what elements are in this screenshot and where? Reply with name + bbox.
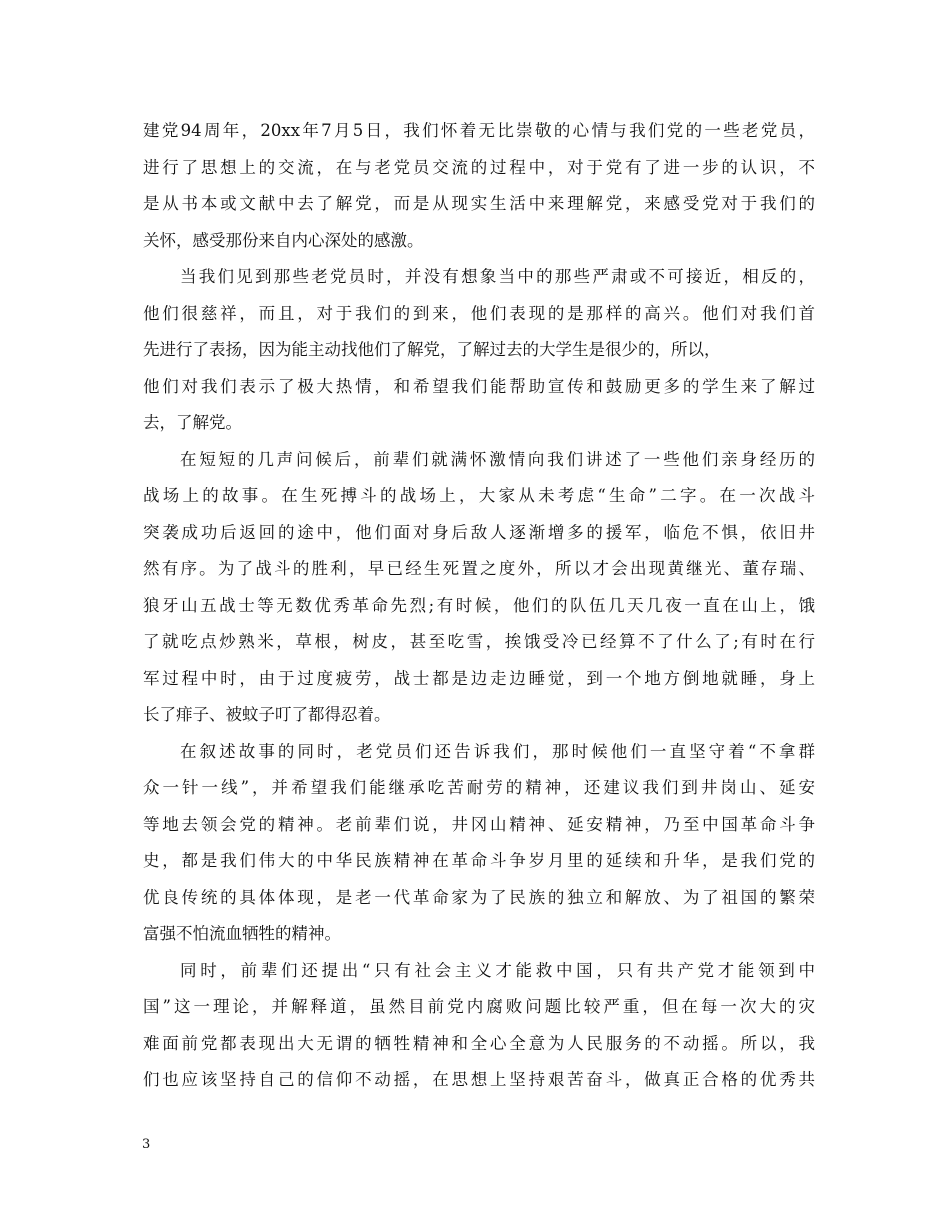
paragraph-line: 优良传统的具体体现，是老一代革命家为了民族的独立和解放、为了祖国的繁荣 xyxy=(143,887,815,907)
paragraph-line: 国”这一理论，并解释道，虽然目前党内腐败问题比较严重，但在每一次大的灾 xyxy=(143,997,815,1016)
paragraph-line: 史，都是我们伟大的中华民族精神在革命斗争岁月里的延续和升华，是我们党的 xyxy=(143,851,815,870)
paragraph-line: 他们对我们表示了极大热情，和希望我们能帮助宣传和鼓励更多的学生来了解过 xyxy=(143,376,815,396)
paragraph-line: 在叙述故事的同时，老党员们还告诉我们，那时候他们一直坚守着“不拿群 xyxy=(180,741,815,761)
paragraph-line: 军过程中时，由于过度疲劳，战士都是边走边睡觉，到一个地方倒地就睡，身上 xyxy=(143,668,815,688)
paragraph-line: 他们很慈祥，而且，对于我们的到来，他们表现的是那样的高兴。他们对我们首 xyxy=(143,303,815,323)
paragraph-2 xyxy=(143,259,815,442)
document-body xyxy=(143,113,815,1099)
paragraph-5 xyxy=(143,953,815,1099)
paragraph-line: 难面前党都表现出大无谓的牺牲精神和全心全意为人民服务的不动摇。所以，我 xyxy=(143,1033,815,1053)
paragraph-line: 众一针一线”，并希望我们能继承吃苦耐劳的精神，还建议我们到井岗山、延安 xyxy=(143,778,815,797)
paragraph-line: 建党94周年，20xx年7月5日，我们怀着无比崇敬的心情与我们党的一些老党员， xyxy=(143,121,815,140)
paragraph-3 xyxy=(143,442,815,734)
paragraph-line: 在短短的几声问候后，前辈们就满怀激情向我们讲述了一些他们亲身经历的 xyxy=(180,449,815,469)
paragraph-4 xyxy=(143,734,815,953)
paragraph-line: 狼牙山五战士等无数优秀革命先烈;有时候，他们的队伍几天几夜一直在山上，饿 xyxy=(143,595,815,615)
paragraph-line: 们也应该坚持自己的信仰不动摇，在思想上坚持艰苦奋斗，做真正合格的优秀共 xyxy=(143,1070,815,1089)
paragraph-line: 当我们见到那些老党员时，并没有想象当中的那些严肃或不可接近，相反的， xyxy=(180,267,815,286)
page-number: 3 xyxy=(142,1137,151,1152)
paragraph-line: 进行了思想上的交流，在与老党员交流的过程中，对于党有了进一步的认识，不 xyxy=(143,157,815,177)
paragraph-line: 等地去领会党的精神。老前辈们说，井冈山精神、延安精神，乃至中国革命斗争 xyxy=(143,814,815,834)
paragraph-line: 富强不怕流血牺牲的精神。 xyxy=(143,924,341,943)
paragraph-line: 长了痱子、被蚊子叮了都得忍着。 xyxy=(143,705,391,724)
paragraph-line: 然有序。为了战斗的胜利，早已经生死置之度外，所以才会出现黄继光、董存瑞、 xyxy=(143,559,815,578)
paragraph-line: 了就吃点炒熟米，草根，树皮，甚至吃雪，挨饿受冷已经算不了什么了;有时在行 xyxy=(143,632,815,651)
paragraph-line: 同时，前辈们还提出“只有社会主义才能救中国，只有共产党才能领到中 xyxy=(180,960,815,980)
paragraph-line: 突袭成功后返回的途中，他们面对身后敌人逐渐增多的援军，临危不惧，依旧井 xyxy=(143,522,815,542)
paragraph-line: 战场上的故事。在生死搏斗的战场上，大家从未考虑“生命”二字。在一次战斗 xyxy=(143,486,815,505)
paragraph-line: 是从书本或文献中去了解党，而是从现实生活中来理解党，来感受党对于我们的 xyxy=(143,194,815,213)
paragraph-line: 先进行了表扬，因为能主动找他们了解党，了解过去的大学生是很少的，所以， xyxy=(143,340,721,359)
paragraph-1 xyxy=(143,113,815,259)
paragraph-line: 去，了解党。 xyxy=(143,413,242,432)
paragraph-line: 关怀，感受那份来自内心深处的感激。 xyxy=(143,230,424,250)
